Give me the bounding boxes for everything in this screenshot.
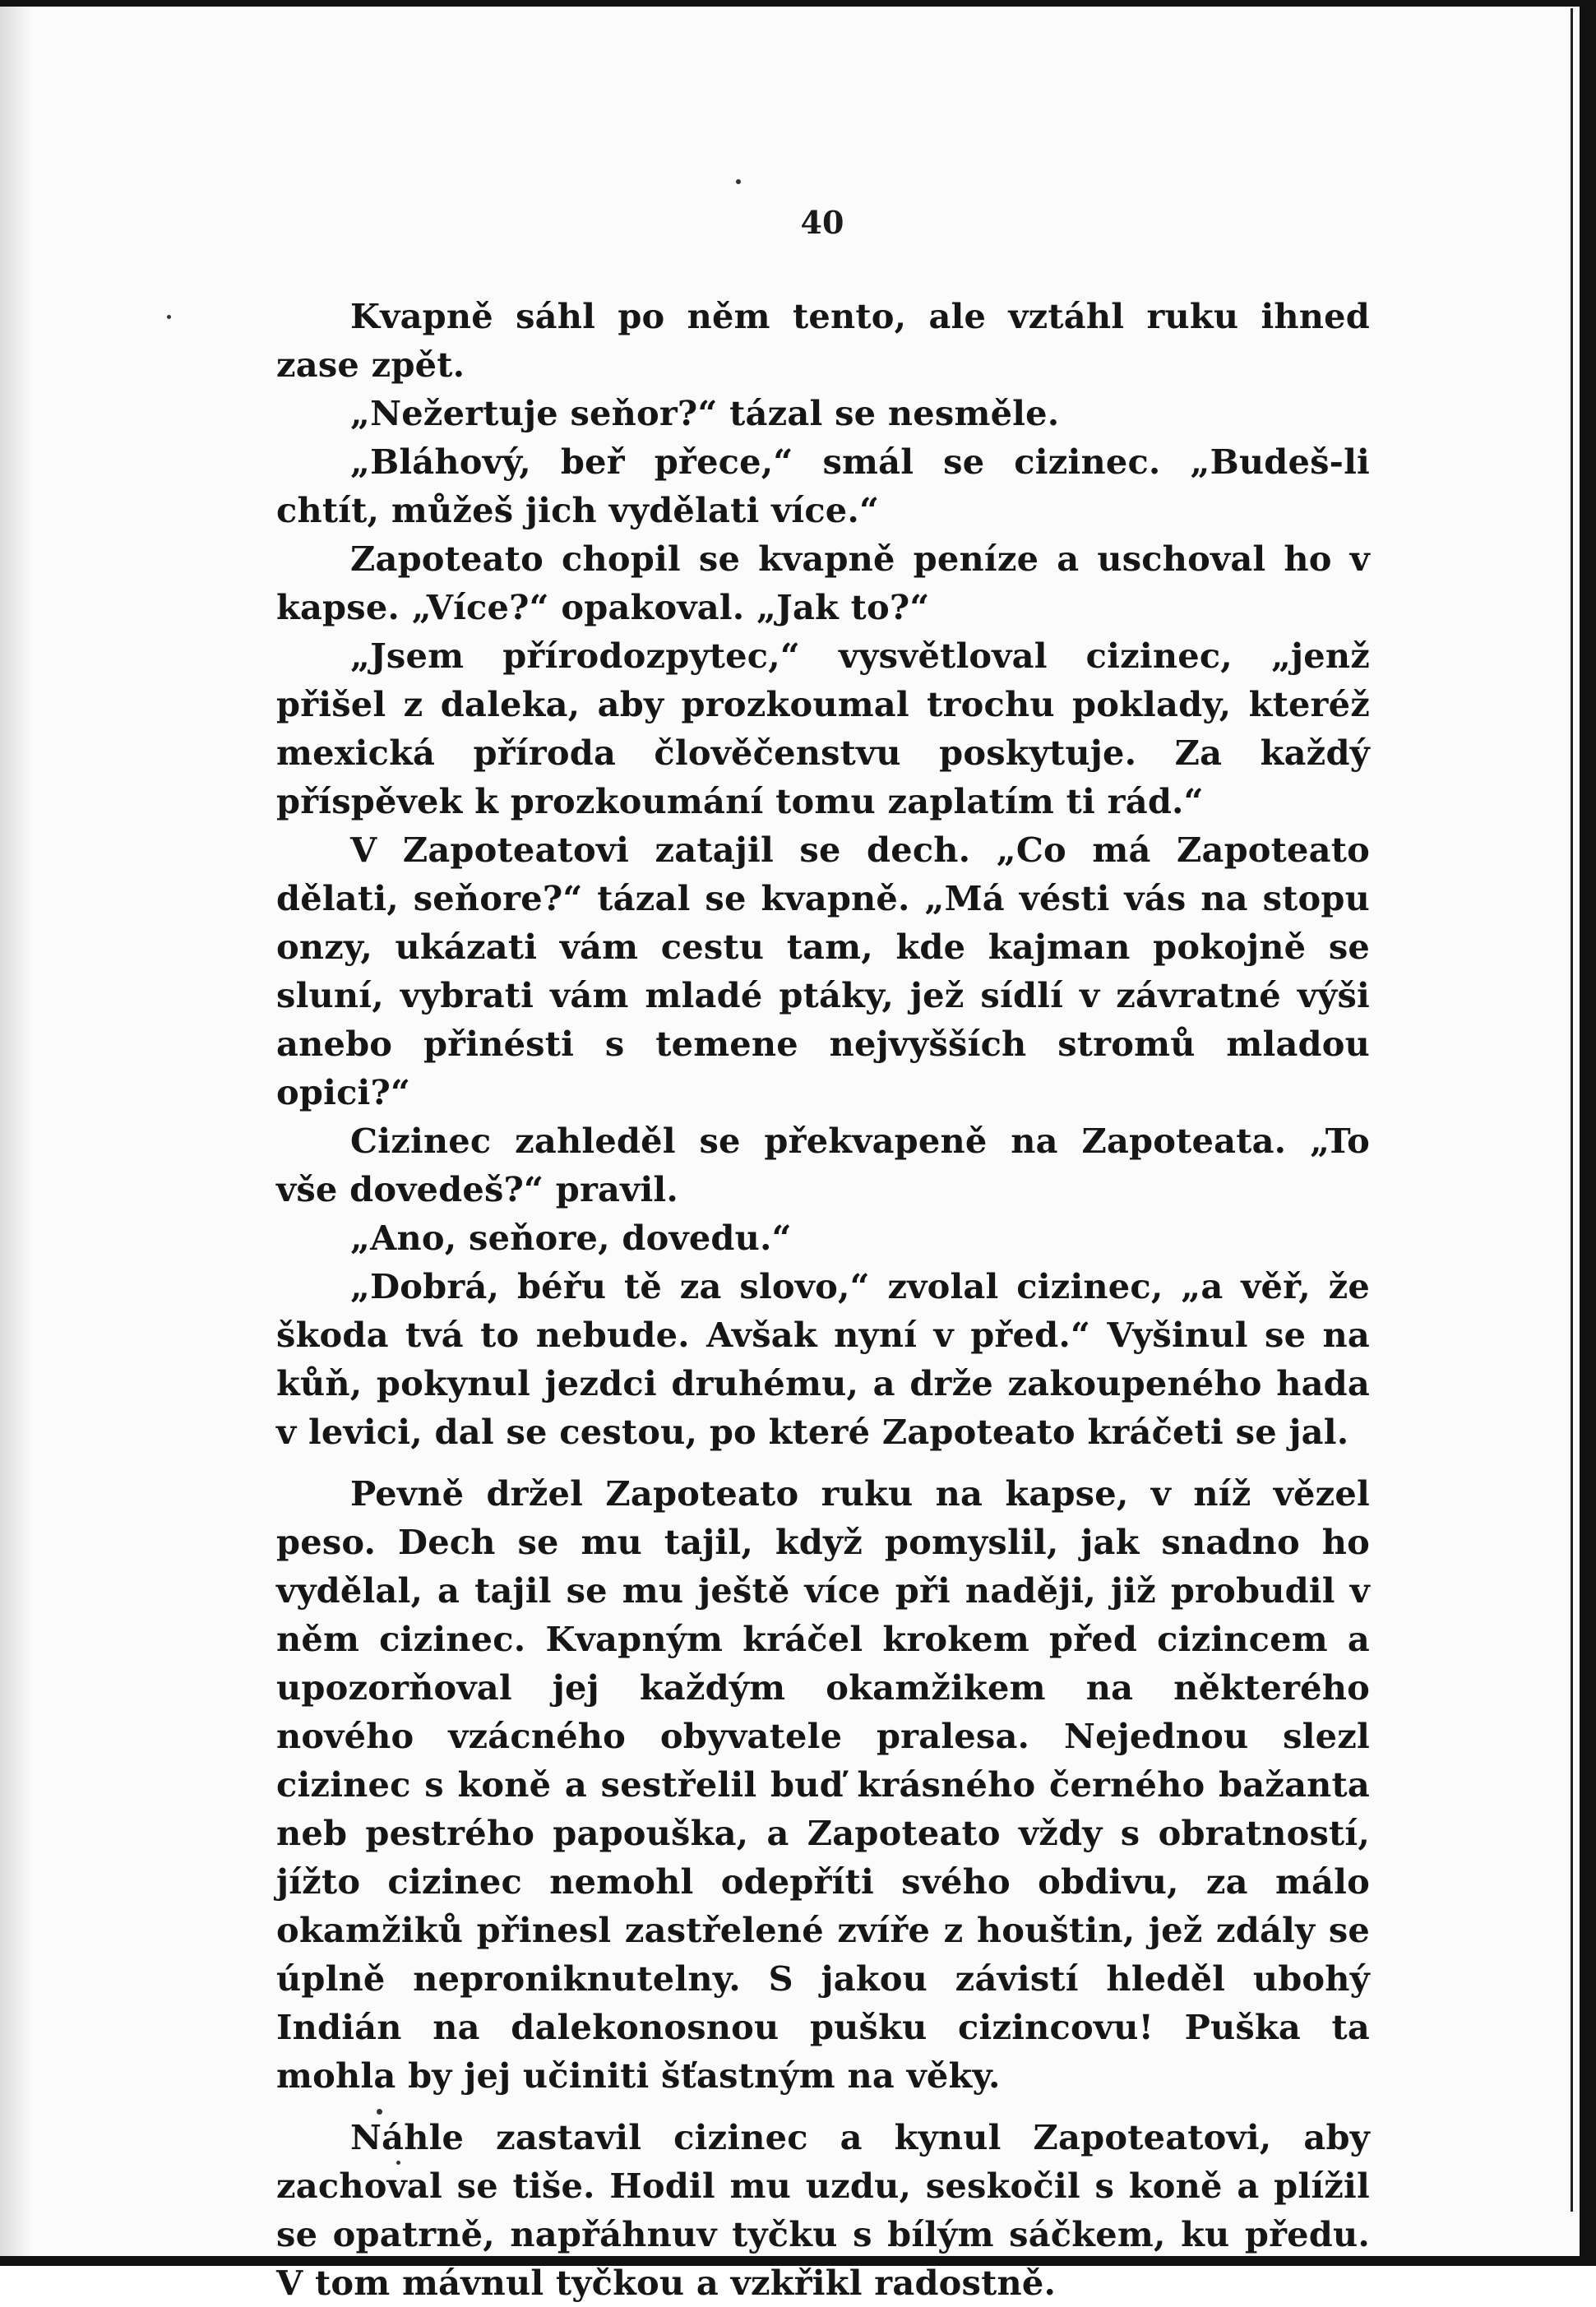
paragraph: „Nežertuje seňor?“ tázal se nesměle. <box>350 393 1060 433</box>
paragraph: Náhle zastavil cizinec a kynul Zapoteatovi, aby zachoval se tiše. Hodil mu uzdu, seskočil s koně a plížil se opatrně, napřáhnuv tyčku s bílým sáčkem, ku předu. V tom mávnul tyčkou a vzkřikl radostně. <box>276 2117 1370 2303</box>
paragraph: „Ano, seňore, dovedu.“ <box>350 1218 792 1258</box>
ink-speck <box>736 179 741 184</box>
paragraph: „Bláhový, beř přece,“ smál se cizinec. „Budeš-li chtít, můžeš jich vydělati více.“ <box>276 442 1370 530</box>
ink-speck <box>167 315 171 319</box>
paragraph: „Dobrá, béřu tě za slovo,“ zvolal cizinec, „a věř, že škoda tvá to nebude. Avšak nyní v před.“ Vyšinul se na kůň, pokynul jezdci druhému, a drže zakoupeného hada v levici, dal se cestou, po které Zapoteato kráčeti se jal. <box>276 1266 1370 1452</box>
paragraph: „Jsem přírodozpytec,“ vysvětloval cizinec, „jenž přišel z daleka, aby prozkoumal trochu poklady, kteréž mexická příroda člověčenstvu poskytuje. Za každý příspěvek k prozkoumání tomu zaplatím ti rád.“ <box>276 636 1370 821</box>
paragraph: Pevně držel Zapoteato ruku na kapse, v níž vězel peso. Dech se mu tajil, když pomyslil, jak snadno ho vydělal, a tajil se mu ještě více při naději, již probudil v něm cizinec. Kvapným kráčel krokem před cizincem a upozorňoval jej každým okamžikem na některého nového vzácného obyvatele pralesa. Nejednou slezl cizinec s koně a sestřelil buď krásného černého bažanta neb pestrého papouška, a Zapoteato vždy s obratností, jížto cizinec nemohl odepříti svého obdivu, za málo okamžiků přinesl zastřelené zvíře z houštin, jež zdály se úplně neproniknutelny. S jakou závistí hleděl ubohý Indián na dalekonosnou pušku cizincovu! Puška ta mohla by jej učiniti šťastným na věky. <box>276 1473 1370 2096</box>
page-number: 40 <box>800 204 844 241</box>
page-edge-line <box>1571 8 1573 2212</box>
paragraph: Zapoteato chopil se kvapně peníze a uschoval ho v kapse. „Více?“ opakoval. „Jak to?“ <box>276 539 1370 627</box>
paragraph: Kvapně sáhl po něm tento, ale vztáhl ruku ihned zase zpět. <box>276 296 1370 385</box>
scan-border-top <box>0 0 1596 7</box>
paragraph: Cizinec zahleděl se překvapeně na Zapoteata. „To vše dovedeš?“ pravil. <box>276 1121 1370 1209</box>
scan-border-right <box>1580 0 1596 2266</box>
page-gutter-shadow <box>0 0 33 2266</box>
paragraph: V Zapoteatovi zatajil se dech. „Co má Zapoteato dělati, seňore?“ tázal se kvapně. „Má vésti vás na stopu onzy, ukázati vám cestu tam, kde kajman pokojně se sluní, vybrati vám mladé ptáky, jež sídlí v závratné výši anebo přinésti s temene nejvyšších stromů mladou opici?“ <box>276 830 1370 1112</box>
body-text <box>276 292 1370 2307</box>
